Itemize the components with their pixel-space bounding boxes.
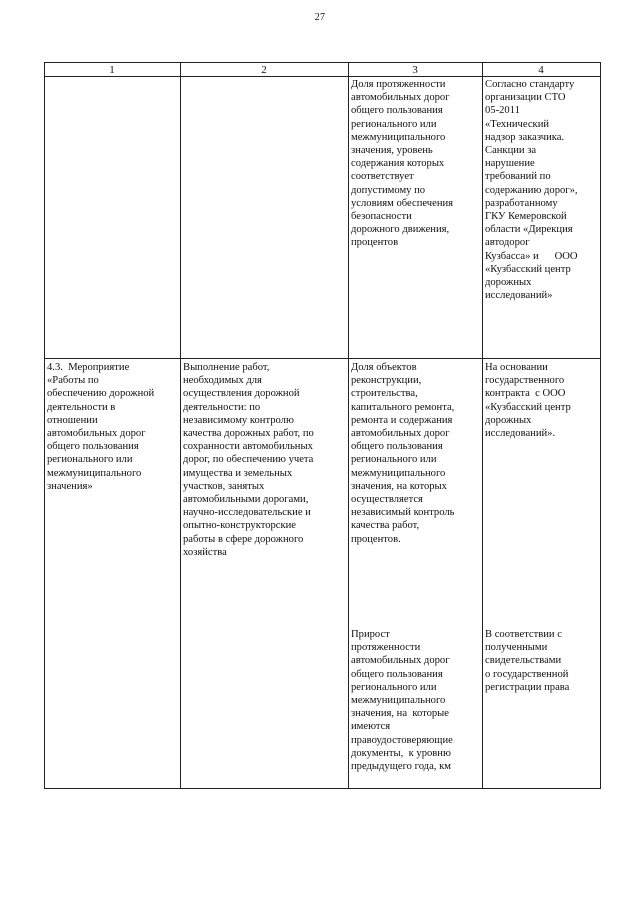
column-header-2: 2 <box>261 64 267 76</box>
row-b-indicator-1: Доля объектов реконструкции, строительства, капитального ремонта, ремонта и содержания автомобильных дорог общего пользования регионального или межмуниципального значения, на которых осуществляется независимый контроль качества работ, процентов. <box>351 362 455 545</box>
row-b-measure-description: Выполнение работ, необходимых для осуществления дорожной деятельности: по независимому контролю качества дорожных работ, по сохранности автомобильных дорог, по обеспечению учета имущества и земельных участков, занятых автомобильными дорогами, научно-исследовательские и опытно-конструкторские работы в сфере дорожного хозяйства <box>183 362 314 558</box>
column-header-1: 1 <box>109 64 115 76</box>
row-b-measure-name: 4.3. Мероприятие «Работы по обеспечению дорожной деятельности в отношении автомобильных дорог общего пользования регионального или межмуниципального значения» <box>47 362 155 492</box>
column-header-4: 4 <box>538 64 544 76</box>
table-right-border <box>600 62 601 789</box>
page-number: 27 <box>314 12 326 23</box>
col-divider-2-3 <box>348 62 349 789</box>
row-b-source-1: На основании государственного контракта с ООО «Кузбасский центр дорожных исследований». <box>485 362 571 440</box>
column-header-3: 3 <box>412 64 418 76</box>
table-bottom-border <box>44 788 601 789</box>
col-divider-3-4 <box>482 62 483 789</box>
col-divider-1-2 <box>180 62 181 789</box>
row-a-source: Согласно стандарту организации СТО 05-2011 «Технический надзор заказчика. Санкции за нарушение требований по содержанию дорог», разработанному ГКУ Кемеровской области «Дирекция автодорог Кузбасса» и ООО «Кузбасский центр дорожных исследований» <box>485 79 578 302</box>
row-a-indicator: Доля протяженности автомобильных дорог общего пользования регионального или межмуниципального значения, уровень содержания которых соответствует допустимому по условиям обеспечения безопасности дорожного движения, процентов <box>351 79 454 249</box>
table-left-border <box>44 62 45 789</box>
row-b-indicator-2: Прирост протяженности автомобильных дорог общего пользования регионального или межмуниципального значения, на которые имеются правоудостоверяющие документы, к уровню предыдущего года, км <box>351 629 453 773</box>
row-divider <box>44 358 601 359</box>
row-b-source-2: В соответствии с полученными свидетельствами о государственной регистрации права <box>485 629 570 693</box>
